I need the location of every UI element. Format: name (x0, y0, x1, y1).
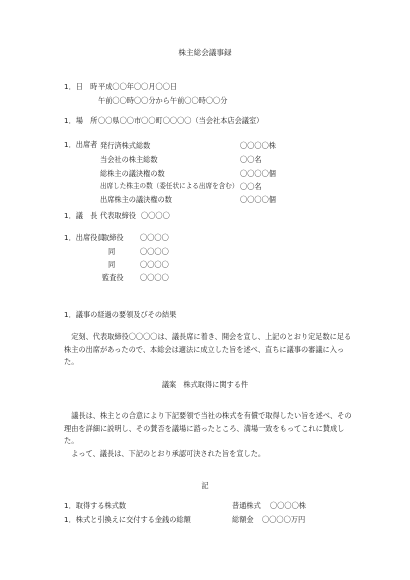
record-item-label: 1．取得する株式数 (64, 501, 127, 510)
agenda-body: 議長は、株主との合意により下記要領で当社の株式を有償で取得したい旨を述べ、その理由を詳細に説明し、その賛否を議場に諮ったところ、満場一致をもってこれに賛成した。 (64, 411, 352, 445)
datetime-time: 午前〇〇時〇〇分から午前〇〇時〇〇分 (98, 96, 228, 105)
record-item-label: 1．株式と引換えに交付する金銭の総額 (64, 515, 191, 524)
officer-role: 監査役 (102, 273, 124, 282)
attendee-row-label: 出席した株主の数（委任状による出席を含む） (100, 182, 239, 190)
attendee-row-label: 総株主の議決権の数 (100, 169, 165, 178)
proceedings-body: 定刻、代表取締役〇〇〇〇は、議長席に着き、開会を宣し、上記のとおり定足数に足る株主の出席があったので、本総会は適法に成立した旨を述べ、直ちに議事の審議に入った。 (64, 332, 352, 366)
officer-role: 同 (108, 247, 116, 256)
attendees-label: 1．出席者 (64, 140, 98, 149)
attendee-row-value: 〇〇名 (240, 155, 262, 164)
attendee-row-label: 当会社の株主総数 (100, 155, 158, 164)
chair-name: 〇〇〇〇 (141, 211, 170, 220)
officer-role: 同 (108, 260, 116, 269)
agenda-resolution: よって、議長は、下記のとおり承認可決された旨を宣した。 (64, 449, 266, 458)
officer-role: 取締役 (102, 233, 124, 242)
record-item-kind: 普通株式 (232, 501, 261, 510)
record-item-value: 〇〇〇〇株 (270, 501, 306, 510)
attendee-row-value: 〇〇〇〇個 (240, 169, 276, 178)
attendee-row-value: 〇〇〇〇個 (240, 195, 276, 204)
record-heading: 記 (201, 481, 209, 490)
document-title: 株主総会議事録 (178, 48, 232, 57)
officer-name: 〇〇〇〇 (140, 260, 169, 269)
attendee-row-label: 出席株主の議決権の数 (100, 195, 172, 204)
attendee-row-value: 〇〇〇〇株 (240, 141, 276, 150)
officer-name: 〇〇〇〇 (140, 233, 169, 242)
agenda-heading: 議案 株式取得に関する件 (161, 380, 249, 389)
record-item-kind: 総額金 (232, 515, 254, 524)
officer-name: 〇〇〇〇 (140, 247, 169, 256)
chair-role: 代表取締役 (100, 211, 136, 220)
place-value: 〇〇県〇〇市〇〇町〇〇〇〇（当会社本店会議室） (98, 116, 264, 125)
attendee-row-label: 発行済株式総数 (100, 141, 151, 150)
attendee-row-value: 〇〇名 (240, 182, 262, 191)
place-label: 1．場 所 (64, 116, 98, 125)
datetime-label: 1．日 時 (64, 82, 98, 91)
officer-name: 〇〇〇〇 (140, 273, 169, 282)
chair-label: 1．議 長 (64, 211, 98, 220)
proceedings-heading: 1．議事の経過の要領及びその結果 (64, 310, 177, 319)
record-item-value: 〇〇〇〇万円 (262, 515, 306, 524)
officers-label: 1．出席役員 (64, 233, 105, 242)
datetime-date: 平成〇〇年〇〇月〇〇日 (98, 82, 178, 91)
